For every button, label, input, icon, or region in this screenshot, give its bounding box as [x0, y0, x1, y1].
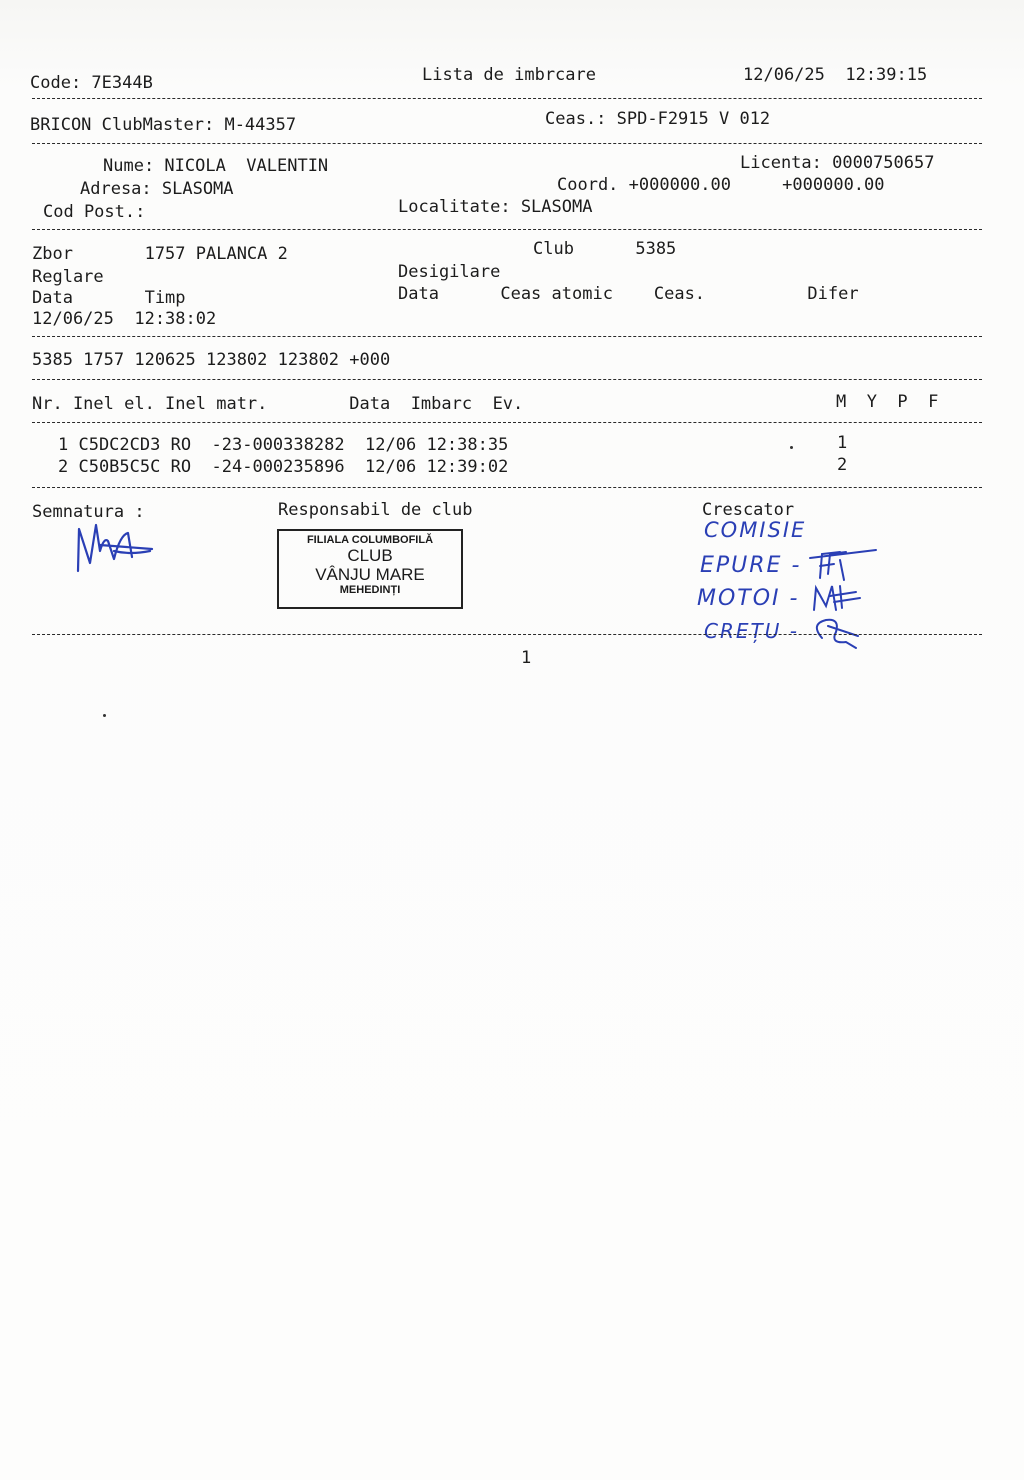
- divider: [32, 229, 982, 230]
- table-header-flags: M Y P F: [836, 392, 939, 412]
- page-number: 1: [521, 648, 532, 668]
- code-line: 5385 1757 120625 123802 123802 +000: [32, 350, 391, 370]
- table-row: 1 C5DC2CD3 RO -23-000338282 12/06 12:38:35: [58, 435, 509, 455]
- speck: [790, 446, 793, 449]
- divider: [32, 98, 982, 99]
- clubmaster-id: BRICON ClubMaster: M-44357: [30, 115, 297, 135]
- reglare-values: 12/06/25 12:38:02: [32, 309, 217, 329]
- flight-info: Zbor 1757 PALANCA 2: [32, 244, 288, 264]
- breeder-label: Crescator: [702, 500, 795, 520]
- divider: [32, 336, 982, 337]
- document-title: Lista de imbrcare: [422, 65, 596, 85]
- signature-scribble: [70, 515, 160, 575]
- table-row: 2 C50B5C5C RO -24-000235896 12/06 12:39:02: [58, 457, 509, 477]
- table-header: Nr. Inel el. Inel matr. Data Imbarc Ev.: [32, 394, 524, 414]
- table-row-m: 2: [837, 455, 848, 475]
- speck: [103, 714, 106, 717]
- club-stamp: [277, 529, 463, 609]
- coordinates: Coord. +000000.00 +000000.00: [557, 175, 885, 195]
- divider: [32, 487, 982, 488]
- divider: [32, 143, 982, 144]
- reglare-label: Reglare: [32, 267, 104, 287]
- document-code: Code: 7E344B: [30, 73, 153, 93]
- divider: [32, 634, 982, 635]
- stamp-line: FILIALA COLUMBOFILĂ: [306, 534, 434, 546]
- fancier-name: Nume: NICOLA VALENTIN: [103, 156, 329, 176]
- postal-code: Cod Post.:: [43, 202, 146, 222]
- handwritten-initials: [800, 540, 890, 660]
- stamp-line: VÂNJU MARE: [315, 565, 425, 584]
- reglare-columns: Data Timp: [32, 288, 186, 308]
- fancier-address: Adresa: SLASOMA: [80, 179, 234, 199]
- divider: [32, 379, 982, 380]
- club-responsible-label: Responsabil de club: [278, 500, 473, 520]
- clock-id: Ceas.: SPD-F2915 V 012: [545, 109, 771, 129]
- locality: Localitate: SLASOMA: [398, 197, 593, 217]
- handwritten-commission: COMISIE: [704, 518, 807, 542]
- desigilare-columns: Data Ceas atomic Ceas. Difer: [398, 284, 859, 304]
- handwritten-name: CREȚU -: [704, 619, 799, 643]
- stamp-line: CLUB: [347, 546, 393, 565]
- club-number: Club 5385: [533, 239, 677, 259]
- license-number: Licenta: 0000750657: [740, 153, 935, 173]
- handwritten-name: EPURE -: [700, 553, 802, 578]
- handwritten-name: MOTOI -: [697, 586, 800, 611]
- stamp-line: MEHEDINȚI: [339, 584, 401, 596]
- signature-label: Semnatura :: [32, 502, 145, 522]
- divider: [32, 422, 982, 423]
- table-row-m: 1: [837, 433, 848, 453]
- print-datetime: 12/06/25 12:39:15: [743, 65, 928, 85]
- desigilare-label: Desigilare: [398, 262, 501, 282]
